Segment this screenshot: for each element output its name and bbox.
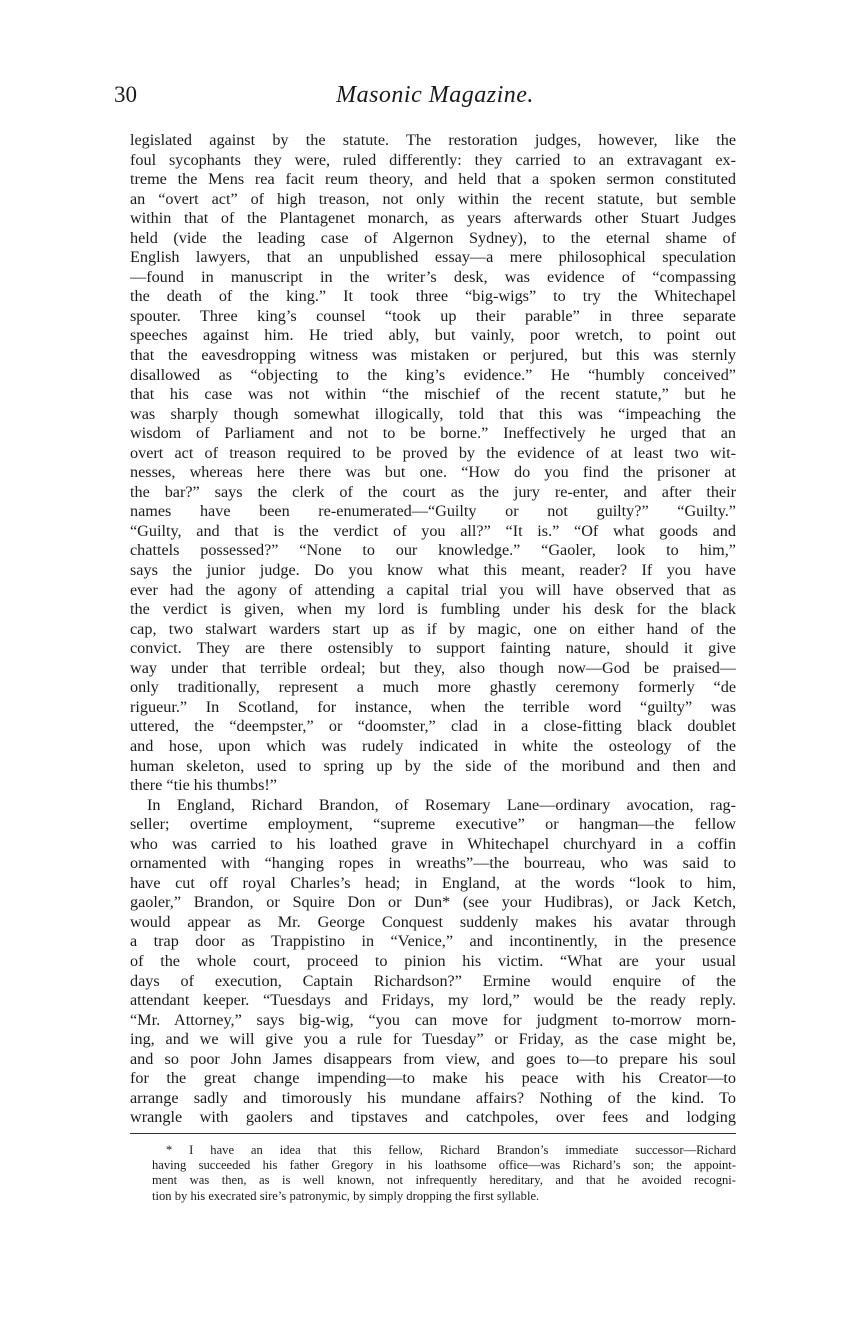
text-line: names have been re-enumerated—“Guilty or not guilty?” “Guilty.” <box>130 502 736 521</box>
text-line: and so poor John James disappears from view, and goes to—to prepare his soul <box>130 1049 736 1068</box>
text-line: would appear as Mr. George Conquest suddenly makes his avatar through <box>130 912 736 931</box>
text-line: ever had the agony of attending a capital trial you will have observed that as <box>130 580 736 599</box>
text-line: foul sycophants they were, ruled differently: they carried to an extravagant ex- <box>130 150 736 169</box>
text-line: ornamented with “hanging ropes in wreaths”—the bourreau, who was said to <box>130 854 736 873</box>
text-line: cap, two stalwart warders start up as if by magic, one on either hand of the <box>130 619 736 638</box>
text-line: treme the Mens rea facit reum theory, and held that a spoken sermon constituted <box>130 170 736 189</box>
text-line: “Mr. Attorney,” says big-wig, “you can move for judgment to-morrow morn- <box>130 1010 736 1029</box>
text-line: seller; overtime employment, “supreme executive” or hangman—the fellow <box>130 815 736 834</box>
page-header <box>114 82 756 114</box>
text-line: nesses, whereas here there was but one. “How do you find the prisoner at <box>130 463 736 482</box>
text-line: In England, Richard Brandon, of Rosemary Lane—ordinary avocation, rag- <box>147 795 736 814</box>
page-number: 30 <box>114 82 137 107</box>
text-line: days of execution, Captain Richardson?” Ermine would enquire of the <box>130 971 736 990</box>
footnote-line: having succeeded his father Gregory in his loathsome office—was Richard’s son; the appoint- <box>152 1158 736 1173</box>
text-line: disallowed as “objecting to the king’s evidence.” He “humbly conceived” <box>130 365 736 384</box>
text-line: —found in manuscript in the writer’s desk, was evidence of “compassing <box>130 267 736 286</box>
text-line: ing, and we will give you a rule for Tuesday” or Friday, as the case might be, <box>130 1030 736 1049</box>
text-line: for the great change impending—to make his peace with his Creator—to <box>130 1069 736 1088</box>
text-line: English lawyers, that an unpublished essay—a mere philosophical speculation <box>130 248 736 267</box>
text-line: a trap door as Trappistino in “Venice,” and incontinently, in the presence <box>130 932 736 951</box>
text-line: of the whole court, proceed to pinion his victim. “What are your usual <box>130 951 736 970</box>
footnote <box>152 1143 736 1204</box>
text-line: overt act of treason required to be proved by the evidence of at least two wit- <box>130 443 736 462</box>
text-line: that his case was not within “the mischief of the recent statute,” but he <box>130 385 736 404</box>
text-line: have cut off royal Charles’s head; in England, at the words “look to him, <box>130 873 736 892</box>
footnote-rule <box>130 1133 736 1134</box>
article-body <box>130 131 736 1128</box>
text-line: arrange sadly and timorously his mundane affairs? Nothing of the kind. To <box>130 1088 736 1107</box>
text-line: only traditionally, represent a much more ghastly ceremony formerly “de <box>130 678 736 697</box>
text-line: within that of the Plantagenet monarch, as years afterwards other Stuart Judges <box>130 209 736 228</box>
text-line: wrangle with gaolers and tipstaves and catchpoles, over fees and lodging <box>130 1108 736 1127</box>
text-line: speeches against him. He tried ably, but vainly, poor wretch, to point out <box>130 326 736 345</box>
text-line: the bar?” says the clerk of the court as the jury re-enter, and after their <box>130 482 736 501</box>
footnote-line: ment was then, as is well known, not infrequently hereditary, and that he avoided recogni- <box>152 1173 736 1188</box>
text-line: says the junior judge. Do you know what this meant, reader? If you have <box>130 561 736 580</box>
text-line: spouter. Three king’s counsel “took up their parable” in three separate <box>130 306 736 325</box>
footnote-line: tion by his execrated sire’s patronymic, by simply dropping the first syllable. <box>152 1188 540 1203</box>
text-line: wisdom of Parliament and not to be borne.” Ineffectively he urged that an <box>130 424 736 443</box>
text-line: uttered, the “deempster,” or “doomster,” clad in a close-fitting black doublet <box>130 717 736 736</box>
text-line: way under that terrible ordeal; but they, also though now—God be praised— <box>130 658 736 677</box>
text-line: rigueur.” In Scotland, for instance, when the terrible word “guilty” was <box>130 697 736 716</box>
text-line: gaoler,” Brandon, or Squire Don or Dun* (see your Hudibras), or Jack Ketch, <box>130 893 736 912</box>
text-line: human skeleton, used to spring up by the side of the moribund and then and <box>130 756 736 775</box>
text-line: there “tie his thumbs!” <box>130 776 277 795</box>
text-line: who was carried to his loathed grave in Whitechapel churchyard in a coffin <box>130 834 736 853</box>
text-line: and hose, upon which was rudely indicated in white the osteology of the <box>130 736 736 755</box>
text-line: was sharply though somewhat illogically, told that this was “impeaching the <box>130 404 736 423</box>
footnote-line: * I have an idea that this fellow, Richard Brandon’s immediate successor—Richard <box>166 1143 736 1157</box>
text-line: held (vide the leading case of Algernon Sydney), to the eternal shame of <box>130 228 736 247</box>
text-line: “Guilty, and that is the verdict of you all?” “It is.” “Of what goods and <box>130 521 736 540</box>
text-line: the death of the king.” It took three “big-wigs” to try the Whitechapel <box>130 287 736 306</box>
running-title: Masonic Magazine. <box>336 82 534 108</box>
text-line: the verdict is given, when my lord is fumbling under his desk for the black <box>130 600 736 619</box>
text-line: convict. They are there ostensibly to support fainting nature, should it give <box>130 639 736 658</box>
text-line: that the eavesdropping witness was mistaken or perjured, but this was sternly <box>130 346 736 365</box>
text-line: chattels possessed?” “None to our knowledge.” “Gaoler, look to him,” <box>130 541 736 560</box>
text-line: an “overt act” of high treason, not only within the recent statute, but semble <box>130 189 736 208</box>
text-line: attendant keeper. “Tuesdays and Fridays, my lord,” would be the ready reply. <box>130 991 736 1010</box>
text-line: legislated against by the statute. The restoration judges, however, like the <box>130 131 736 149</box>
